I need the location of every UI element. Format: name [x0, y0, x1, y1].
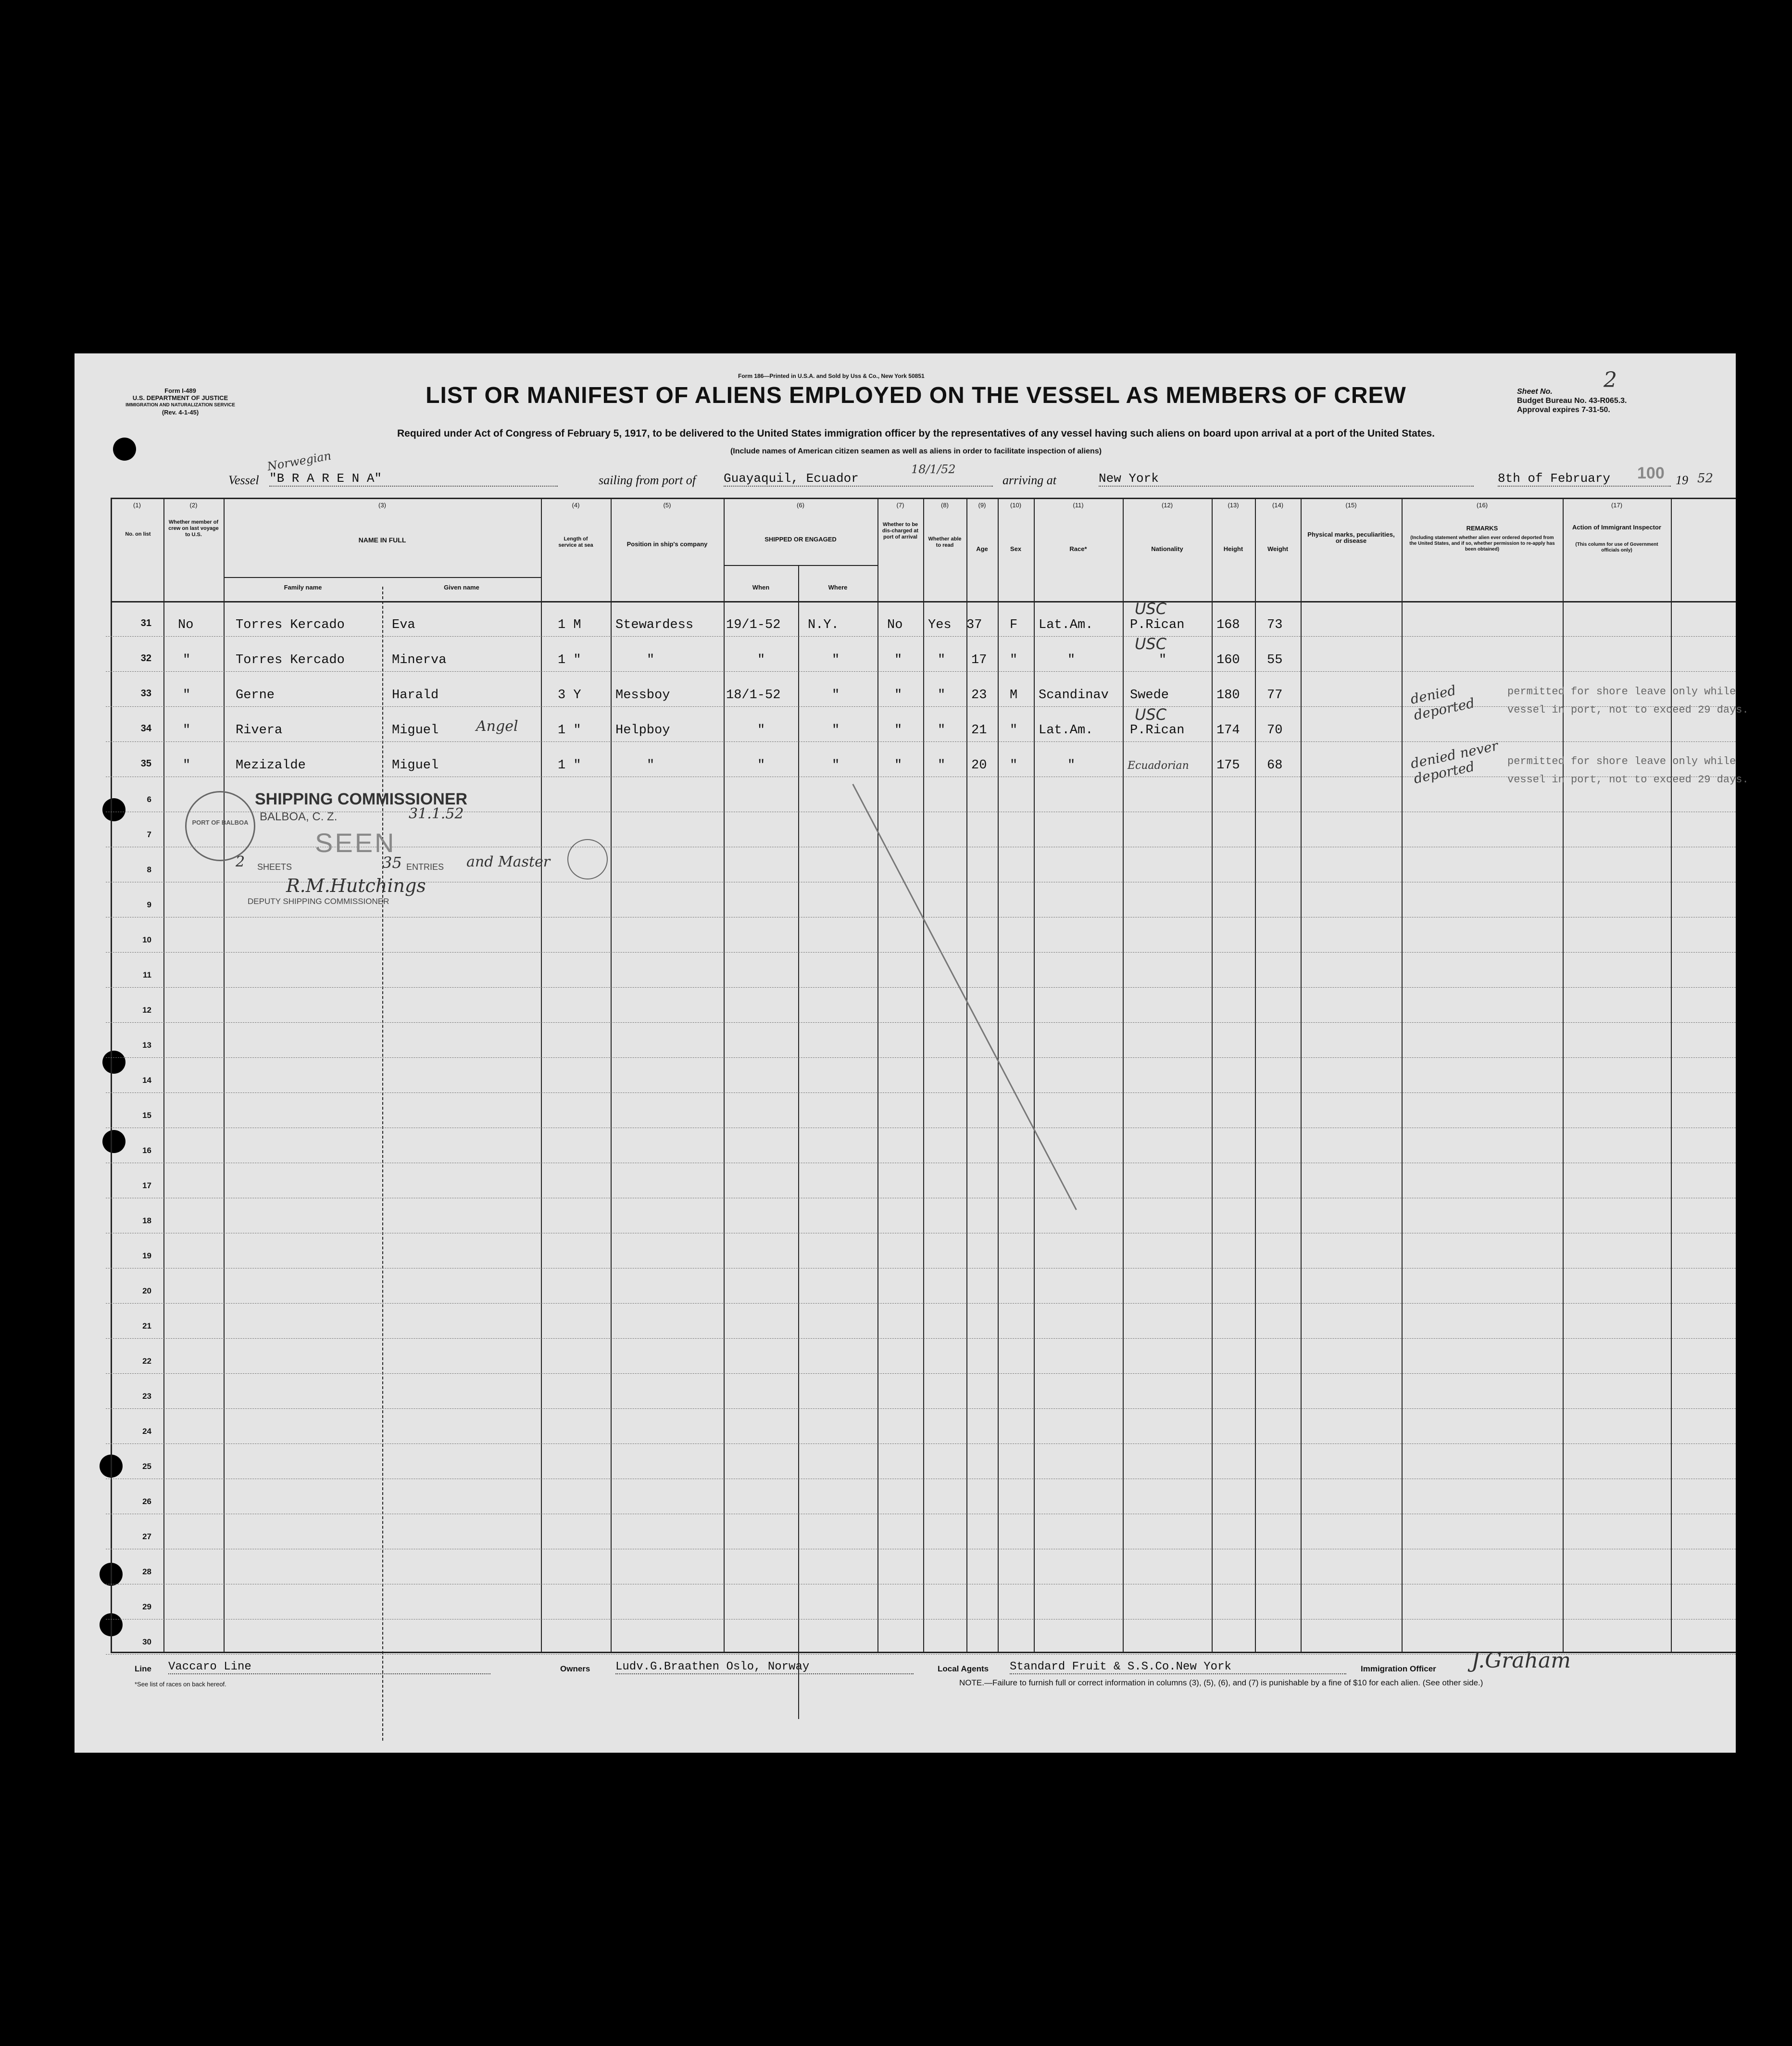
arriving-label: arriving at — [1003, 473, 1056, 487]
row-separator — [106, 952, 1736, 953]
year: 52 — [1697, 471, 1714, 486]
col-header-where: Where — [828, 584, 848, 591]
col-num: (4) — [572, 502, 580, 509]
cell-nationality-note: USC — [1135, 600, 1167, 618]
cell-read: " — [938, 688, 946, 703]
cell-when: " — [757, 758, 765, 773]
cell-nationality-note: USC — [1135, 635, 1167, 653]
approval-expiry: Approval expires 7-31-50. — [1517, 406, 1610, 414]
row-number: 26 — [142, 1497, 151, 1506]
stamp-entries-count: 35 — [382, 854, 402, 872]
cell-given-handwritten: Angel — [476, 718, 518, 735]
cell-age: 21 — [971, 723, 987, 738]
cell-race: Lat.Am. — [1039, 723, 1093, 738]
cell-position: " — [647, 758, 655, 773]
cell-age: 20 — [971, 758, 987, 773]
col-header-inspector-note: (This column for use of Government officials only) — [1575, 542, 1658, 553]
cell-age: 37 — [966, 618, 982, 632]
row-number: 11 — [143, 970, 151, 979]
cell-weight: 68 — [1267, 758, 1283, 773]
cell-nationality: P.Rican — [1130, 723, 1185, 738]
row-number: 21 — [142, 1321, 151, 1331]
col-header-inspector: Action of Immigrant Inspector — [1572, 524, 1661, 531]
penalty-note: NOTE.—Failure to furnish full or correct information in columns (3), (5), (6), and (7) is punishable by a fine of $10 for each alien. (See other side.) — [959, 1678, 1483, 1687]
cell-where: " — [832, 758, 840, 773]
cell-discharged: " — [894, 723, 902, 738]
cell-sex: " — [1010, 653, 1018, 667]
cell-race: Scandinav — [1039, 688, 1109, 703]
officer-signature: J.Graham — [1471, 1648, 1571, 1673]
col-header-age: Age — [976, 545, 988, 552]
cell-height: 168 — [1216, 618, 1240, 632]
cell-height: 174 — [1216, 723, 1240, 738]
row-number: 23 — [142, 1392, 151, 1401]
cell-race: " — [1067, 653, 1076, 667]
row-number: 20 — [142, 1286, 151, 1295]
col-header-when: When — [752, 584, 770, 591]
col-num: (6) — [797, 502, 804, 509]
cell-family: Torres Kercado — [236, 653, 345, 667]
cell-member: " — [183, 653, 191, 667]
cell-remark-typed: permitted for shore leave only while vessel in port, not to exceed 29 days. — [1507, 686, 1749, 716]
races-note: *See list of races on back hereof. — [135, 1681, 226, 1688]
row-separator — [106, 1373, 1736, 1374]
cell-given: Miguel — [392, 723, 439, 738]
cell-service: 1 " — [558, 758, 581, 773]
cell-height: 180 — [1216, 688, 1240, 703]
sheet-number: 2 — [1604, 368, 1617, 392]
form-subnote: (Include names of American citizen seamen as well as aliens in order to facilitate inspection of aliens) — [730, 447, 1102, 455]
row-separator — [106, 1338, 1736, 1339]
cell-nationality: Ecuadorian — [1128, 760, 1189, 772]
agents-label: Local Agents — [938, 1664, 989, 1673]
cell-weight: 73 — [1267, 618, 1283, 632]
col-num: (13) — [1228, 502, 1239, 509]
col-num: (5) — [663, 502, 671, 509]
col-header-sex: Sex — [1010, 545, 1022, 552]
cell-when: 19/1-52 — [726, 618, 781, 632]
col-divider — [798, 565, 799, 1719]
cell-remark-handwritten: denied never deported — [1409, 738, 1500, 787]
col-num: (1) — [133, 502, 141, 509]
cell-height: 175 — [1216, 758, 1240, 773]
stamp-sheets-label: SHEETS — [257, 862, 292, 872]
row-separator — [106, 1443, 1736, 1444]
cell-position: Messboy — [615, 688, 670, 703]
row-number: 22 — [142, 1356, 151, 1366]
col-header-remarks: REMARKS — [1466, 525, 1498, 532]
col-num: (9) — [978, 502, 986, 509]
arrival-date: 8th of February — [1498, 471, 1671, 487]
owners-value: Ludv.G.Braathen Oslo, Norway — [615, 1660, 914, 1674]
budget-bureau: Budget Bureau No. 43-R065.3. — [1517, 397, 1627, 405]
col-num: (8) — [941, 502, 949, 509]
col-header-family: Family name — [284, 584, 322, 591]
balboa-seal — [185, 791, 255, 861]
row-separator — [106, 671, 1736, 672]
row-number: 12 — [142, 1005, 151, 1015]
row-number: 10 — [142, 935, 151, 944]
cell-member: " — [183, 688, 191, 703]
cell-age: 23 — [971, 688, 987, 703]
cell-sex: F — [1010, 618, 1018, 632]
cell-when: " — [757, 723, 765, 738]
cell-nationality: P.Rican — [1130, 618, 1185, 632]
form-id: Form I-489 — [164, 387, 196, 394]
cell-member: " — [183, 758, 191, 773]
seal-text: PORT OF BALBOA — [192, 819, 249, 826]
col-header-height: Height — [1223, 545, 1243, 552]
row-separator — [106, 706, 1736, 707]
row-number: 17 — [142, 1181, 151, 1190]
col-header-race: Race* — [1069, 545, 1087, 552]
cell-when: 18/1-52 — [726, 688, 781, 703]
cell-race: Lat.Am. — [1039, 618, 1093, 632]
binder-hole — [113, 438, 136, 461]
arrival-port: New York — [1099, 471, 1474, 487]
cell-where: " — [832, 653, 840, 667]
owners-label: Owners — [560, 1664, 590, 1673]
cell-given: Miguel — [392, 758, 439, 773]
cell-remark-typed: permitted for shore leave only while vessel in port, not to exceed 29 days. — [1507, 755, 1749, 786]
cell-read: " — [938, 758, 946, 773]
col-header-discharged: Whether to be dis-charged at port of arrival — [882, 522, 919, 540]
cell-service: 3 Y — [558, 688, 581, 703]
cell-sex: " — [1010, 758, 1018, 773]
row-separator — [106, 636, 1736, 637]
stamp-signature: R.M.Hutchings — [286, 875, 426, 896]
col-num: (10) — [1010, 502, 1022, 509]
row-separator — [106, 741, 1736, 742]
round-stamp — [567, 839, 608, 879]
cell-read: " — [938, 723, 946, 738]
officer-label: Immigration Officer — [1361, 1664, 1436, 1673]
cell-race: " — [1067, 758, 1076, 773]
row-number: 18 — [142, 1216, 151, 1225]
cell-discharged: " — [894, 688, 902, 703]
row-number: 27 — [142, 1532, 151, 1541]
row-number: 29 — [142, 1602, 151, 1611]
vessel-name: "B R A R E N A" — [269, 471, 558, 487]
row-number: 7 — [147, 830, 151, 839]
row-number: 28 — [142, 1567, 151, 1576]
cell-family: Mezizalde — [236, 758, 306, 773]
col-num: (17) — [1611, 502, 1623, 509]
stamp-sheets-count: 2 — [236, 854, 245, 870]
row-number: 16 — [142, 1146, 151, 1155]
cell-read: Yes — [928, 618, 952, 632]
header-subdivider — [724, 565, 877, 566]
cell-member: " — [183, 723, 191, 738]
cell-given: Minerva — [392, 653, 447, 667]
stamp-number: 100 — [1637, 464, 1665, 482]
manifest-sheet — [75, 353, 1749, 1753]
col-header-read: Whether able to read — [928, 536, 962, 548]
sheet-label: Sheet No. — [1517, 388, 1553, 396]
cell-given: Harald — [392, 688, 439, 703]
cell-height: 160 — [1216, 653, 1240, 667]
row-number: 14 — [142, 1076, 151, 1085]
vessel-flag-handwritten: Norwegian — [266, 449, 332, 474]
col-header-position: Position in ship's company — [627, 540, 708, 548]
row-separator — [106, 1408, 1736, 1409]
row-number: 30 — [142, 1637, 151, 1646]
col-num: (2) — [189, 502, 198, 509]
row-number: 8 — [147, 865, 151, 874]
line-label: Line — [135, 1664, 151, 1673]
sailing-date-handwritten: 18/1/52 — [911, 463, 956, 476]
stamp-entries-label: ENTRIES — [406, 862, 444, 872]
stamp-deputy: DEPUTY SHIPPING COMMISSIONER — [248, 897, 389, 906]
col-header-given: Given name — [444, 584, 479, 591]
col-header-member: Whether member of crew on last voyage to U.S. — [168, 519, 219, 538]
col-header-physical: Physical marks, peculiarities, or disease — [1307, 531, 1395, 544]
col-header-service: Length of service at sea — [558, 536, 593, 548]
form-id-block — [118, 387, 243, 416]
col-num: (3) — [378, 502, 386, 509]
row-number: 13 — [142, 1041, 151, 1050]
cell-given: Eva — [392, 618, 415, 632]
cell-when: " — [757, 653, 765, 667]
stamp-note: and Master — [466, 854, 551, 870]
revision: (Rev. 4-1-45) — [162, 409, 199, 416]
cell-weight: 55 — [1267, 653, 1283, 667]
department: U.S. DEPARTMENT OF JUSTICE — [132, 394, 228, 402]
cell-nationality-note: USC — [1135, 705, 1167, 724]
col-header-remarks-note: (Including statement whether alien ever ordered deported from the United States, and if so, whether permission to re-apply has been obtained) — [1409, 535, 1555, 552]
cell-position: " — [647, 653, 655, 667]
cell-member: No — [178, 618, 194, 632]
row-number: 34 — [140, 723, 151, 734]
cell-where: " — [832, 723, 840, 738]
row-separator — [106, 1303, 1736, 1304]
cell-read: " — [938, 653, 946, 667]
cell-weight: 77 — [1267, 688, 1283, 703]
cell-sex: M — [1010, 688, 1018, 703]
col-header-weight: Weight — [1267, 545, 1289, 552]
row-separator — [106, 987, 1736, 988]
header-subdivider — [224, 577, 541, 578]
row-separator — [106, 1092, 1736, 1093]
cell-service: 1 M — [558, 618, 581, 632]
row-separator — [106, 1057, 1736, 1058]
cell-family: Gerne — [236, 688, 275, 703]
row-number: 15 — [142, 1111, 151, 1120]
cell-family: Rivera — [236, 723, 283, 738]
row-number: 6 — [147, 795, 151, 804]
vessel-label: Vessel — [228, 473, 259, 487]
cell-where: N.Y. — [808, 618, 839, 632]
col-num: (12) — [1161, 502, 1173, 509]
col-num: (11) — [1073, 502, 1084, 509]
col-header-name: NAME IN FULL — [358, 536, 406, 544]
cell-discharged: No — [887, 618, 903, 632]
cell-discharged: " — [894, 653, 902, 667]
col-header-nationality: Nationality — [1151, 545, 1183, 552]
cell-age: 17 — [971, 653, 987, 667]
line-value: Vaccaro Line — [168, 1660, 490, 1674]
cell-position: Helpboy — [615, 723, 670, 738]
departure-port: Guayaquil, Ecuador — [724, 471, 993, 487]
cell-service: 1 " — [558, 653, 581, 667]
shipping-commissioner-stamp — [180, 781, 589, 916]
cell-position: Stewardess — [615, 618, 694, 632]
cell-where: " — [832, 688, 840, 703]
row-separator — [106, 1022, 1736, 1023]
row-number: 31 — [140, 618, 151, 628]
col-header-shipped: SHIPPED OR ENGAGED — [764, 536, 837, 543]
col-divider — [382, 587, 383, 1741]
page-title: LIST OR MANIFEST OF ALIENS EMPLOYED ON THE VESSEL AS MEMBERS OF CREW — [426, 383, 1406, 408]
cell-weight: 70 — [1267, 723, 1283, 738]
col-num: (16) — [1476, 502, 1488, 509]
stamp-title: SHIPPING COMMISSIONER — [255, 790, 468, 808]
header-bottom — [111, 601, 1736, 603]
row-number: 19 — [142, 1251, 151, 1260]
cell-nationality: Swede — [1130, 688, 1169, 703]
cell-family: Torres Kercado — [236, 618, 345, 632]
service: IMMIGRATION AND NATURALIZATION SERVICE — [125, 402, 235, 408]
col-num: (14) — [1272, 502, 1284, 509]
col-header-no: No. on list — [125, 531, 151, 537]
cell-service: 1 " — [558, 723, 581, 738]
row-number: 35 — [140, 758, 151, 769]
stamp-place: BALBOA, C. Z. — [260, 810, 338, 823]
cell-remark-handwritten: denied deported — [1409, 682, 1476, 724]
row-number: 24 — [142, 1427, 151, 1436]
row-number: 9 — [147, 900, 151, 909]
col-num: (7) — [896, 502, 904, 509]
cell-discharged: " — [894, 758, 902, 773]
row-number: 33 — [140, 688, 151, 699]
row-number: 32 — [140, 653, 151, 664]
printer-note: Form 186—Printed in U.S.A. and Sold by Uss & Co., New York 50851 — [738, 373, 925, 379]
stamp-seen: SEEN — [315, 828, 396, 858]
cell-sex: " — [1010, 723, 1018, 738]
agents-value: Standard Fruit & S.S.Co.New York — [1010, 1660, 1346, 1674]
sailing-label: sailing from port of — [599, 473, 696, 487]
col-num: (15) — [1345, 502, 1357, 509]
row-number: 25 — [142, 1462, 151, 1471]
crew-table — [75, 498, 1749, 1652]
year-prefix: 19 — [1676, 473, 1688, 487]
stamp-date: 31.1.52 — [409, 805, 464, 822]
cell-nationality: " — [1159, 653, 1167, 667]
form-subtitle: Required under Act of Congress of February 5, 1917, to be delivered to the United States immigration officer by the representatives of any vessel having such aliens on board upon arrival at a port of the United States. — [397, 428, 1435, 439]
